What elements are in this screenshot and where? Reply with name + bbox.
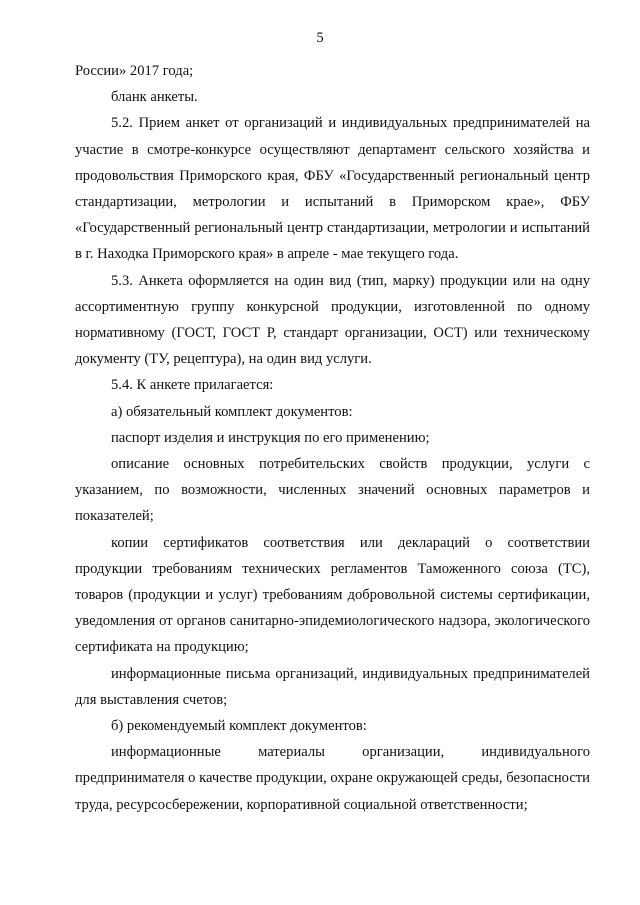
paragraph-recommended-docs: б) рекомендуемый комплект документов: bbox=[111, 718, 367, 735]
paragraph-continuation: России» 2017 года; bbox=[75, 63, 194, 79]
paragraph-info-materials: информационные материалы организации, индивидуального предпринимателя о качестве продукции, охране окружающей среды, безопасности труда, ресурсосбережении, корпоративной социальной ответственности; bbox=[75, 744, 590, 813]
paragraph-5-2: 5.2. Прием анкет от организаций и индивидуальных предпринимателей на участие в смотре-конкурсе осуществляют департамент сельского хозяйства и продовольствия Приморского края, ФБУ «Государственный региональный центр стандартизации, метрологии и испытаний в Приморском крае», ФБУ «Государственный региональный центр стандартизации, метрологии и испытаний в г. Находка Приморского края» в апреле - мае текущего года. bbox=[75, 115, 590, 263]
paragraph-5-3: 5.3. Анкета оформляется на один вид (тип, марку) продукции или на одну ассортиментную группу конкурсной продукции, изготовленной по одному нормативному (ГОСТ, ГОСТ Р, стандарт организации, ОСТ) или техническому документу (ТУ, рецептура), на один вид услуги. bbox=[75, 272, 590, 368]
paragraph-blank-anketa: бланк анкеты. bbox=[111, 89, 198, 106]
paragraph-certificates: копии сертификатов соответствия или деклараций о соответствии продукции требованиям технических регламентов Таможенного союза (ТС), товаров (продукции и услуг) требованиям добровольной системы сертификации, уведомления от органов санитарно-эпидемиологического надзора, экологического сертификата на продукцию; bbox=[75, 534, 590, 656]
paragraph-description: описание основных потребительских свойств продукции, услуги с указанием, по возможности, численных значений основных параметров и показателей; bbox=[75, 456, 590, 525]
paragraph-5-4: 5.4. К анкете прилагается: bbox=[111, 377, 274, 394]
document-body bbox=[75, 58, 590, 818]
paragraph-passport: паспорт изделия и инструкция по его применению; bbox=[111, 429, 430, 446]
page-number: 5 bbox=[316, 30, 324, 46]
paragraph-info-letters: информационные письма организаций, индивидуальных предпринимателей для выставления счетов; bbox=[75, 665, 590, 708]
paragraph-mandatory-docs: а) обязательный комплект документов: bbox=[111, 403, 353, 420]
